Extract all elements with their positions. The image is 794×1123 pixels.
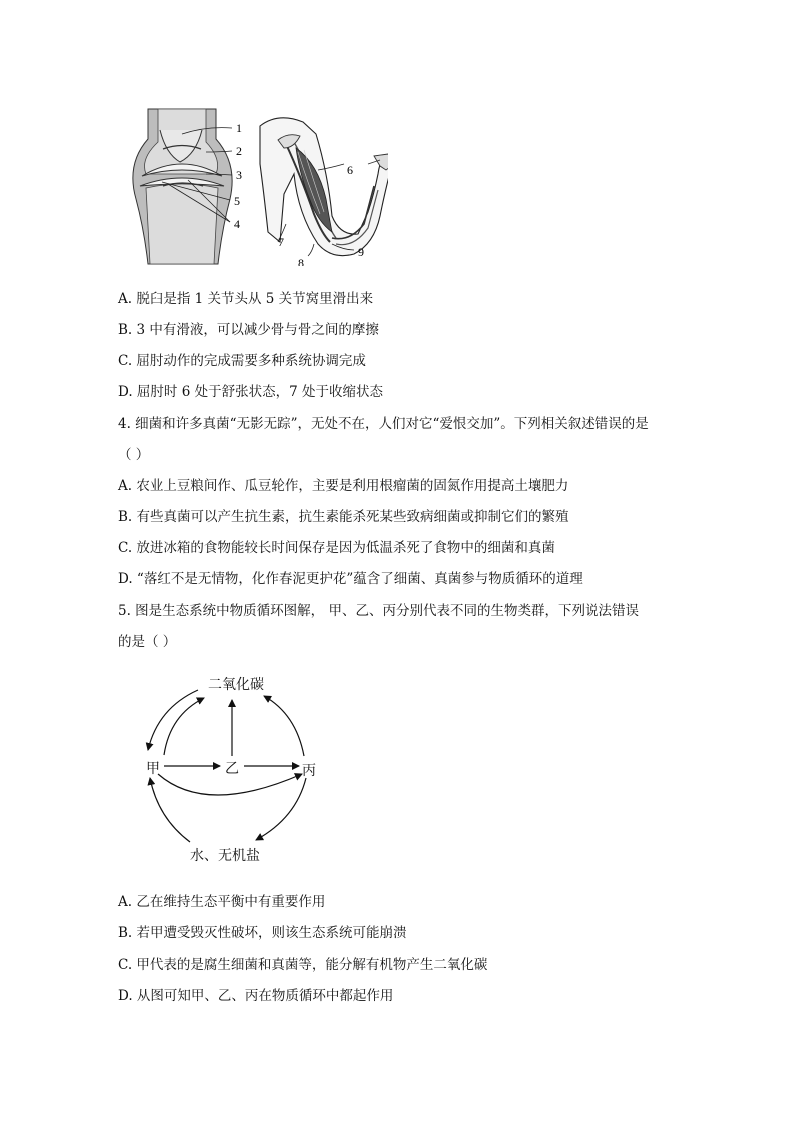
q4-option-a: A. 农业上豆粮间作、瓜豆轮作，主要是利用根瘤菌的固氮作用提高土壤肥力 — [118, 478, 569, 494]
label-6: 6 — [347, 163, 353, 177]
q3-option-d: D. 屈肘时 6 处于舒张状态，7 处于收缩状态 — [118, 384, 383, 400]
q5-option-b: B. 若甲遭受毁灭性破坏，则该生态系统可能崩溃 — [118, 925, 407, 941]
q5-option-c: C. 甲代表的是腐生细菌和真菌等，能分解有机物产生二氧化碳 — [118, 957, 488, 973]
node-jia: 甲 — [146, 761, 160, 777]
q4-stem: 4. 细菌和许多真菌“无影无踪”，无处不在，人们对它“爱恨交加”。下列相关叙述错误的是 — [118, 416, 649, 432]
joint-arm-figure — [118, 104, 388, 266]
q4-answer-paren: （ ） — [118, 447, 150, 463]
node-co2: 二氧化碳 — [208, 677, 264, 693]
label-4: 4 — [234, 217, 240, 231]
label-3: 3 — [236, 168, 242, 182]
arrow-bing-water — [256, 778, 306, 840]
q5-option-d: D. 从图可知甲、乙、丙在物质循环中都起作用 — [118, 988, 394, 1004]
node-yi: 乙 — [225, 761, 239, 777]
arrow-co2-jia — [148, 690, 198, 750]
q5-stem-cont: 的是（ ） — [118, 634, 177, 650]
q3-option-a: A. 脱臼是指 1 关节头从 5 关节窝里滑出来 — [118, 291, 374, 307]
label-9: 9 — [358, 245, 364, 259]
arrow-bing-co2 — [264, 696, 304, 756]
node-bing: 丙 — [302, 763, 316, 779]
joint-drawing — [133, 109, 232, 264]
q4-option-c: C. 放进冰箱的食物能较长时间保存是因为低温杀死了食物中的细菌和真菌 — [118, 540, 555, 556]
label-8: 8 — [298, 256, 304, 266]
q3-option-b: B. 3 中有滑液，可以减少骨与骨之间的摩擦 — [118, 322, 379, 338]
label-2: 2 — [236, 144, 242, 158]
q5-option-a: A. 乙在维持生态平衡中有重要作用 — [118, 894, 326, 910]
node-water: 水、无机盐 — [190, 848, 260, 864]
q4-option-b: B. 有些真菌可以产生抗生素，抗生素能杀死某些致病细菌或抑制它们的繁殖 — [118, 509, 569, 525]
label-5: 5 — [234, 194, 240, 208]
q3-option-c: C. 屈肘动作的完成需要多种系统协调完成 — [118, 353, 366, 369]
arrow-water-jia — [150, 778, 190, 842]
label-1: 1 — [236, 121, 242, 135]
q5-stem: 5. 图是生态系统中物质循环图解， 甲、乙、丙分别代表不同的生物类群，下列说法错误 — [118, 603, 639, 619]
cycle-diagram — [136, 670, 336, 870]
q4-option-d: D. “落红不是无情物，化作春泥更护花”蕴含了细菌、真菌参与物质循环的道理 — [118, 571, 583, 587]
arrow-jia-co2 — [164, 698, 204, 755]
label-7: 7 — [278, 235, 284, 249]
joint-arm-illustration — [118, 104, 388, 266]
